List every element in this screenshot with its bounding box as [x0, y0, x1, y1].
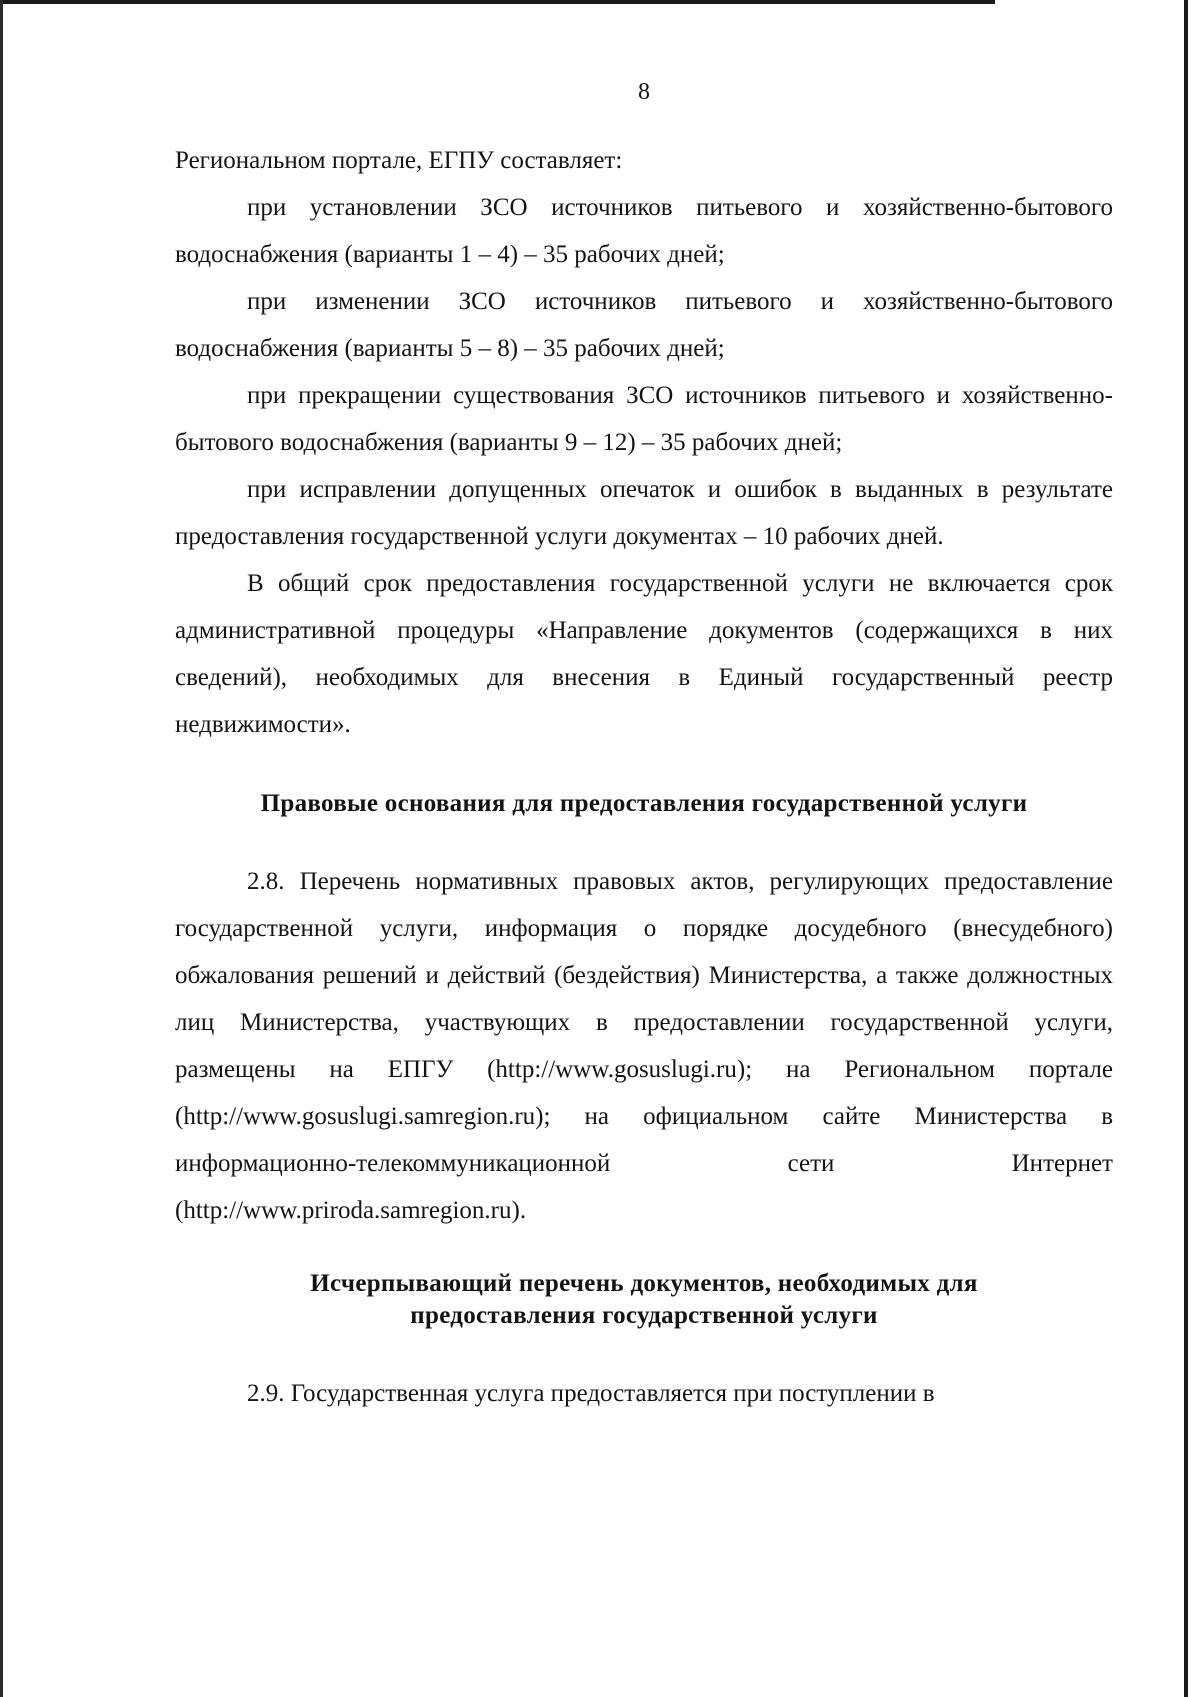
paragraph-zso-establishment: при установлении ЗСО источников питьевого и хозяйственно-бытового водоснабжения (варианты 1 – 4) – 35 рабочих дней; [175, 194, 1113, 268]
paragraph-term-exclusion: В общий срок предоставления государственной услуги не включается срок административной процедуры «Направление документов (содержащихся в них сведений), необходимых для внесения в Единый государственный реестр недвижимости». [175, 570, 1113, 738]
section-heading-documents-list: Исчерпывающий перечень документов, необходимых для предоставления государственной услуги [310, 1270, 978, 1329]
scan-border-right [1184, 0, 1188, 1697]
paragraph-zso-change: при изменении ЗСО источников питьевого и хозяйственно-бытового водоснабжения (варианты 5 – 8) – 35 рабочих дней; [175, 288, 1113, 362]
document-body [175, 137, 1113, 1417]
section-heading-legal-basis: Правовые основания для предоставления государственной услуги [260, 790, 1028, 817]
paragraph-typo-correction: при исправлении допущенных опечаток и ошибок в выданных в результате предоставления государственной услуги документах – 10 рабочих дней. [175, 476, 1113, 550]
paragraph-2-9: 2.9. Государственная услуга предоставляется при поступлении в [247, 1380, 935, 1407]
paragraph-continuation: Региональном портале, ЕГПУ составляет: [175, 147, 623, 174]
scan-border-left [0, 0, 3, 1697]
document-page [175, 0, 1113, 1697]
page-number: 8 [638, 79, 650, 105]
paragraph-2-8: 2.8. Перечень нормативных правовых актов, регулирующих предоставление государственной услуги, информация о порядке досудебного (внесудебного) обжалования решений и действий (бездействия) Министерства, а также должностных лиц Министерства, участвующих в предоставлении государственной услуги, размещены на ЕПГУ (http://www.gosuslugi.ru); на Региональном портале (http://www.gosuslugi.samregion.ru); на официальном сайте Министерства в информационно-телекоммуникационной сети Интернет (http://www.priroda.samregion.ru). [175, 868, 1113, 1224]
paragraph-zso-termination: при прекращении существования ЗСО источников питьевого и хозяйственно-бытового водоснабжения (варианты 9 – 12) – 35 рабочих дней; [175, 382, 1113, 456]
